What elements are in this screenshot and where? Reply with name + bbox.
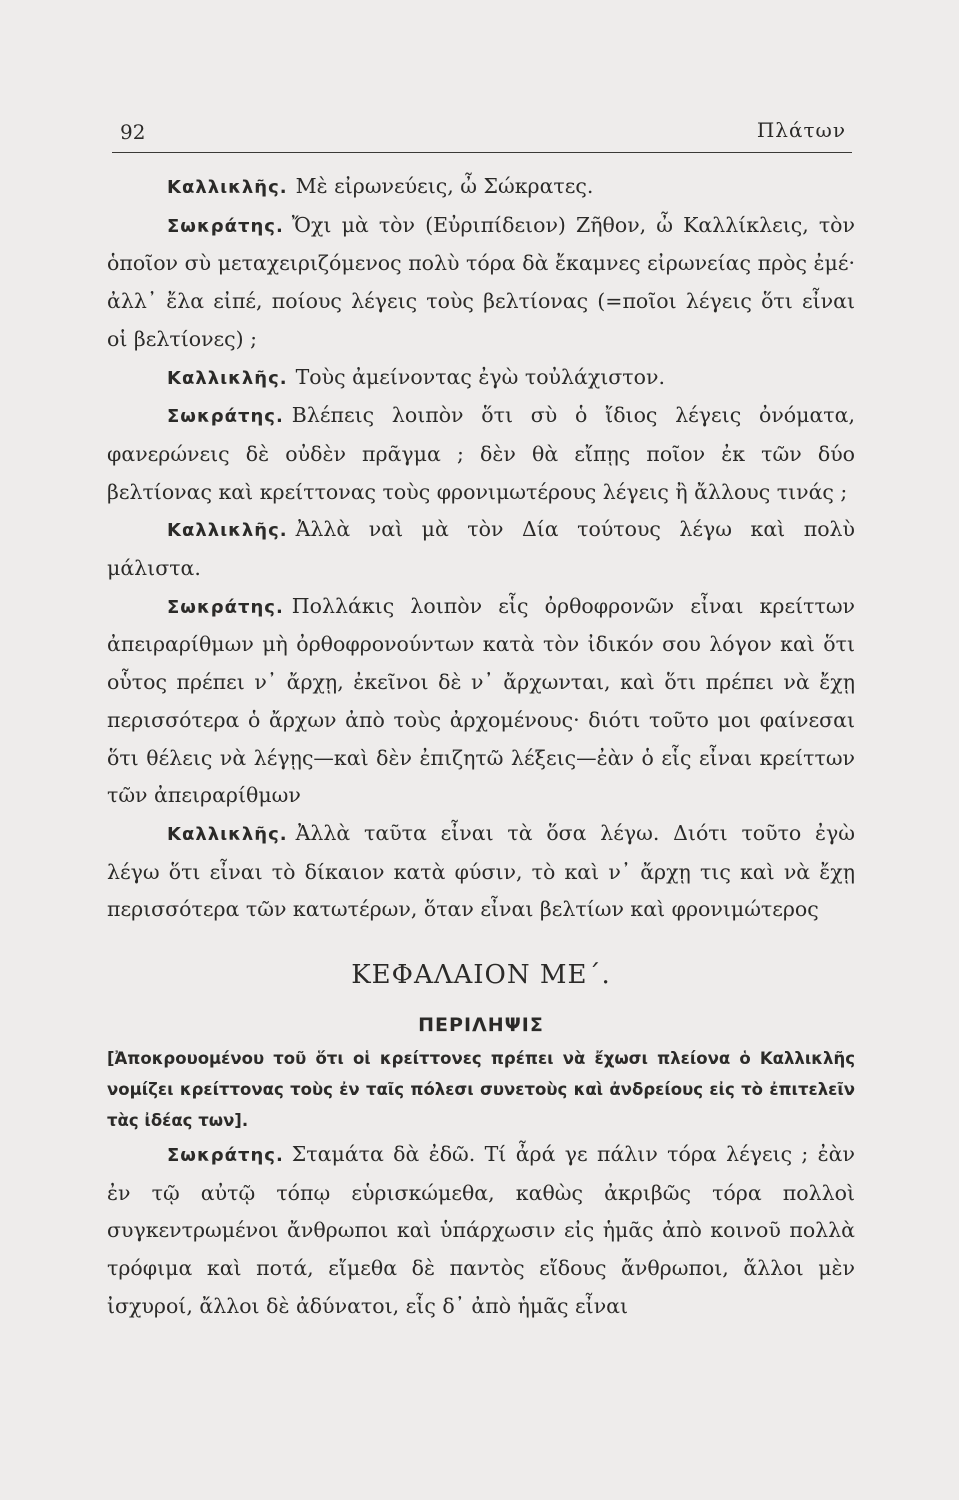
speech-text: Σταμάτα δὰ ἐδῶ. Τί ἆρά γε πάλιν τόρα λέγεις ; ἐὰν ἐν τῷ αὐτῷ τόπῳ εὑρισκώμεθα, καθὼς ἀκριβῶς τόρα πολλοὶ συγκεντρωμένοι ἄνθρωποι καὶ ὑπάρχωσιν εἰς ἡμᾶς ἀπὸ κοινοῦ πολλὰ τρόφιμα καὶ ποτά, εἴμεθα δὲ παντὸς εἴδους ἄνθρωποι, ἄλλοι μὲν ἰσχυροί, ἄλλοι δὲ ἀδύνατοι, εἷς δ᾽ ἀπὸ ἡμᾶς εἶναι — [107, 1142, 855, 1318]
page-header — [112, 118, 852, 153]
dialogue-paragraph — [107, 1136, 855, 1326]
page-number: 92 — [120, 120, 146, 144]
speech-text: Ὄχι μὰ τὸν (Εὐριπίδειον) Ζῆθον, ὦ Καλλίκλεις, τὸν ὁποῖον σὺ μεταχειριζόμενος πολὺ τόρα δὰ ἔκαμνες εἰρωνείας πρὸς ἐμέ· ἀλλ᾽ ἔλα εἰπέ, ποίους λέγεις τοὺς βελτίονας (=ποῖοι λέγεις ὅτι εἶναι οἱ βελτίονες) ; — [107, 212, 855, 351]
speech-text: Τοὺς ἀμείνοντας ἐγὼ τοὐλάχιστον. — [295, 364, 665, 389]
summary-title: ΠΕΡΙΛΗΨΙΣ — [418, 1014, 544, 1037]
speaker-name: Σωκράτης. — [167, 406, 284, 428]
dialogue-paragraph — [107, 511, 855, 587]
speech-text: Πολλάκις λοιπὸν εἷς ὀρθοφρονῶν εἶναι κρείττων ἀπειραρίθμων μὴ ὀρθοφρονούντων κατὰ τὸν ἰδικόν σου λόγον καὶ ὅτι οὗτος πρέπει ν᾽ ἄρχῃ, ἐκεῖνοι δὲ ν᾽ ἄρχωνται, καὶ ὅτι πρέπει νὰ ἔχῃ περισσότερα ὁ ἄρχων ἀπὸ τοὺς ἀρχομένους· διότι τοῦτο μοι φαίνεσαι ὅτι θέλεις νὰ λέγῃς—καὶ δὲν ἐπιζητῶ λέξεις—ἐὰν ὁ εἷς εἶναι κρείττων τῶν ἀπειραρίθμων — [107, 593, 855, 808]
speech-text: Ἀλλὰ ναὶ μὰ τὸν Δία τούτους λέγω καὶ πολὺ μάλιστα. — [107, 517, 855, 581]
chapter-title: ΚΕΦΑΛΑΙΟΝ ΜΕ΄. — [351, 960, 611, 991]
speaker-name: Καλλικλῆς. — [167, 520, 288, 542]
speaker-name: Σωκράτης. — [167, 596, 284, 618]
dialogue-paragraph — [107, 815, 855, 929]
speech-text: Μὲ εἰρωνεύεις, ὦ Σώκρατες. — [295, 174, 594, 198]
dialogue-paragraph — [107, 397, 855, 511]
speaker-name: Καλλικλῆς. — [167, 177, 288, 198]
page-body — [107, 168, 855, 1326]
speech-text: Βλέπεις λοιπὸν ὅτι σὺ ὁ ἴδιος λέγεις ὀνόματα, φανερώνεις δὲ οὐδὲν πρᾶγμα ; δὲν θὰ εἴπῃς ποῖον ἐκ τῶν δύο βελτίονας καὶ κρείττονας τοὺς φρονιμωτέρους λέγεις ἢ ἄλλους τινάς ; — [107, 403, 855, 504]
speaker-name: Καλλικλῆς. — [167, 367, 288, 389]
speaker-name: Σωκράτης. — [167, 215, 284, 237]
dialogue-paragraph — [107, 359, 855, 398]
speaker-name: Καλλικλῆς. — [167, 823, 288, 845]
running-title: Πλάτων — [756, 118, 846, 142]
dialogue-paragraph — [107, 207, 855, 359]
dialogue-paragraph — [107, 588, 855, 815]
dialogue-paragraph — [107, 168, 855, 207]
chapter-summary: [Ἀποκρουομένου τοῦ ὅτι οἱ κρείττονες πρέπει νὰ ἔχωσι πλείονα ὁ Καλλικλῆς νομίζει κρείττονας τοὺς ἐν ταῖς πόλεσι συνετοὺς καὶ ἀνδρείους εἰς τὸ ἐπιτελεῖν τὰς ἰδέας των]. — [107, 1049, 855, 1131]
speech-text: Ἀλλὰ ταῦτα εἶναι τὰ ὅσα λέγω. Διότι τοῦτο ἐγὼ λέγω ὅτι εἶναι τὸ δίκαιον κατὰ φύσιν, τὸ καὶ ν᾽ ἄρχῃ τις καὶ νὰ ἔχῃ περισσότερα τῶν κατωτέρων, ὅταν εἶναι βελτίων καὶ φρονιμώτερος — [107, 820, 855, 922]
speaker-name: Σωκράτης. — [167, 1145, 284, 1167]
